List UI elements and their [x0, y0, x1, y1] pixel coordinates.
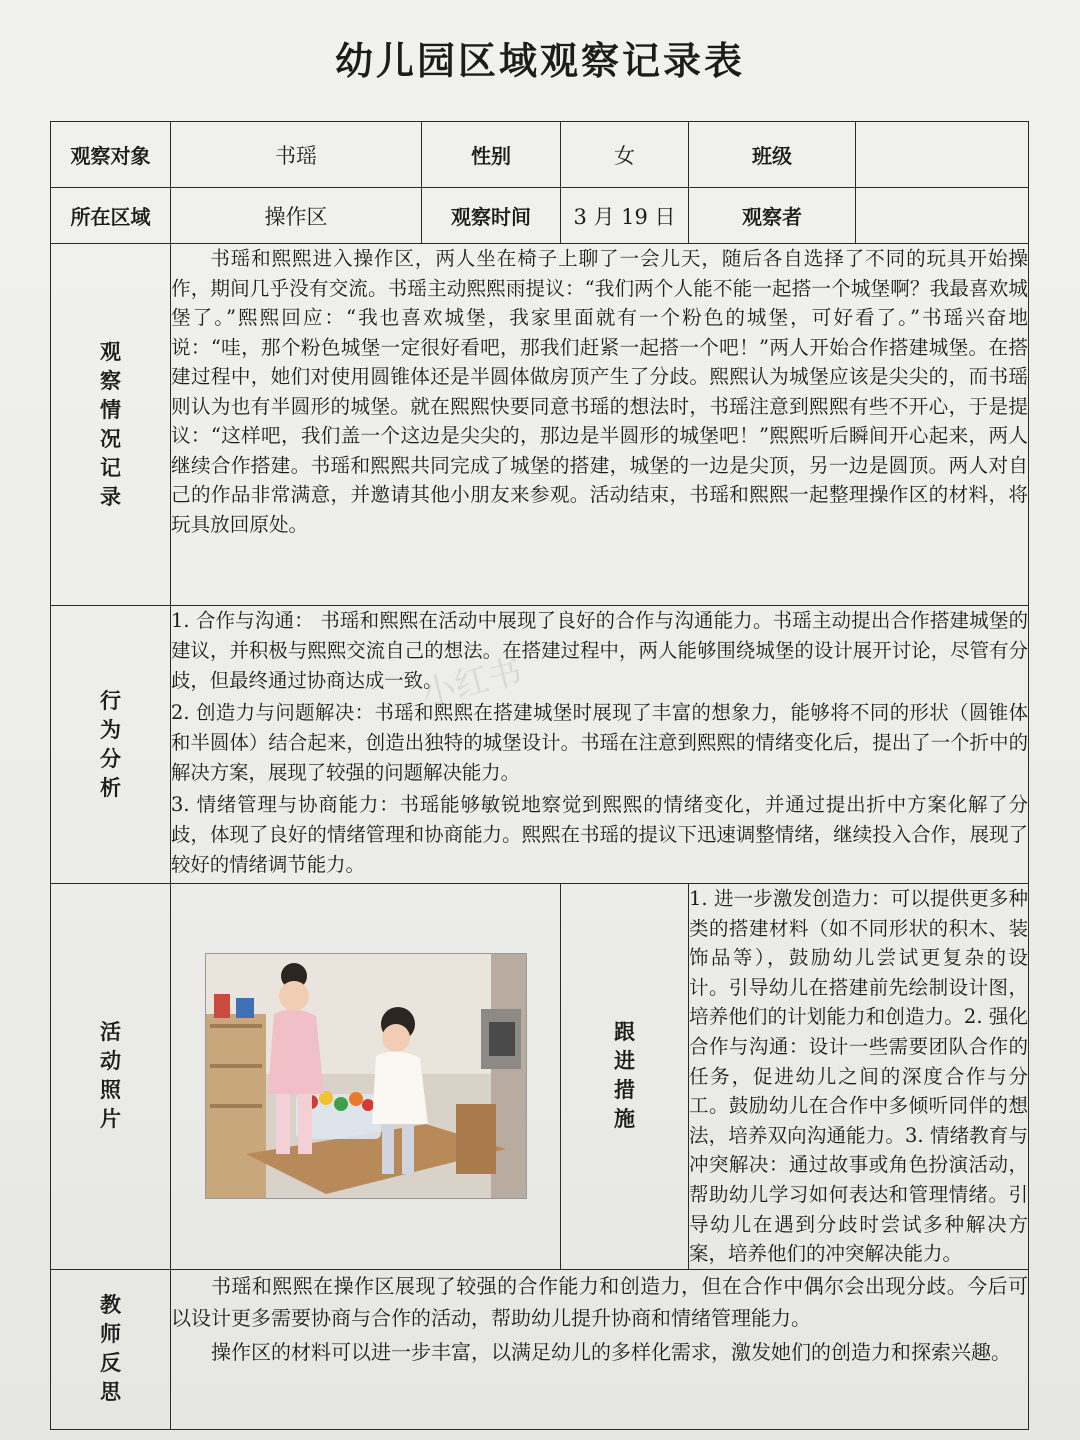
gender-value: 女 — [561, 122, 689, 188]
label-char: 措 — [614, 1078, 635, 1103]
observer-label: 观察者 — [689, 188, 856, 244]
label-char: 录 — [100, 484, 121, 509]
label-char: 照 — [100, 1078, 121, 1103]
activity-photo-label — [51, 884, 171, 1270]
reflection-paragraph: 书瑶和熙熙在操作区展现了较强的合作能力和创造力，但在合作中偶尔会出现分歧。今后可以设计更多需要协商与合作的活动，帮助幼儿提升协商和情绪管理能力。 — [171, 1273, 1028, 1330]
analysis-item: 3. 情绪管理与协商能力：书瑶能够敏锐地察觉到熙熙的情绪变化，并通过提出折中方案化解了分歧，体现了良好的情绪管理和协商能力。熙熙在书瑶的提议下迅速调整情绪，继续投入合作，展现了较好的情绪调节能力。 — [171, 793, 1028, 876]
label-char: 分 — [100, 746, 121, 771]
label-char: 观 — [100, 339, 121, 364]
reflection-content — [171, 1269, 1029, 1429]
analysis-label — [51, 606, 171, 884]
form-row-area — [51, 188, 1029, 244]
label-char: 片 — [100, 1107, 121, 1132]
form-row-basic — [51, 122, 1029, 188]
observation-label — [51, 244, 171, 606]
label-char: 析 — [100, 775, 121, 800]
label-char: 施 — [614, 1107, 635, 1132]
reflection-label — [51, 1269, 171, 1429]
label-char: 行 — [100, 688, 121, 713]
class-label: 班级 — [689, 122, 856, 188]
analysis-item: 2. 创造力与问题解决：书瑶和熙熙在搭建城堡时展现了丰富的想象力，能够将不同的形状（圆锥体和半圆体）结合起来，创造出独特的城堡设计。书瑶在注意到熙熙的情绪变化后，提出了一个折中的解决方案，展现了较强的问题解决能力。 — [171, 701, 1028, 784]
activity-photo-cell — [171, 884, 561, 1270]
label-char: 活 — [100, 1020, 121, 1045]
followup-label — [561, 884, 689, 1270]
observation-content — [171, 244, 1029, 606]
watermark: 小红书 — [417, 651, 527, 715]
label-char: 思 — [100, 1380, 121, 1405]
analysis-content — [171, 606, 1029, 884]
label-char: 动 — [100, 1049, 121, 1074]
label-char: 反 — [100, 1351, 121, 1376]
observer-value — [856, 188, 1029, 244]
children-playing-photo — [206, 954, 526, 1198]
observation-form — [50, 121, 1029, 1430]
label-char: 察 — [100, 368, 121, 393]
class-value — [856, 122, 1029, 188]
time-value: 3 月 19 日 — [561, 188, 689, 244]
time-label: 观察时间 — [422, 188, 561, 244]
reflection-row — [51, 1269, 1029, 1429]
label-char: 况 — [100, 426, 121, 451]
label-char: 跟 — [614, 1020, 635, 1045]
object-value: 书瑶 — [171, 122, 422, 188]
label-char: 为 — [100, 717, 121, 742]
followup-text: 1. 进一步激发创造力：可以提供更多种类的搭建材料（如不同形状的积木、装饰品等），鼓励幼儿尝试更复杂的设计。引导幼儿在搭建前先绘制设计图，培养他们的计划能力和创造力。2. 强化合作与沟通：设计一些需要团队合作的任务，促进幼儿之间的深度合作与分工。鼓励幼儿在合作中多倾听同伴的想法，培养双向沟通能力。3. 情绪教育与冲突解决：通过故事或角色扮演活动，帮助幼儿学习如何表达和管理情绪。引导幼儿在遇到分歧时尝试多种解决方案，培养他们的冲突解决能力。 — [689, 887, 1028, 1266]
gender-label: 性别 — [422, 122, 561, 188]
label-char: 进 — [614, 1049, 635, 1074]
observation-row — [51, 244, 1029, 606]
object-label: 观察对象 — [51, 122, 171, 188]
activity-photo — [205, 953, 527, 1199]
label-char: 情 — [100, 397, 121, 422]
analysis-row — [51, 606, 1029, 884]
label-char: 教 — [100, 1293, 121, 1318]
followup-content — [689, 884, 1029, 1270]
area-label: 所在区域 — [51, 188, 171, 244]
reflection-paragraph: 操作区的材料可以进一步丰富，以满足幼儿的多样化需求，激发她们的创造力和探索兴趣。 — [211, 1339, 1011, 1364]
analysis-item: 1. 合作与沟通： 书瑶和熙熙在活动中展现了良好的合作与沟通能力。书瑶主动提出合作搭建城堡的建议，并积极与熙熙交流自己的想法。在搭建过程中，两人能够围绕城堡的设计展开讨论，尽管有分歧，但最终通过协商达成一致。 — [171, 609, 1028, 692]
page-title: 幼儿园区域观察记录表 — [334, 39, 745, 83]
activity-row — [51, 884, 1029, 1270]
observation-text: 书瑶和熙熙进入操作区，两人坐在椅子上聊了一会儿天，随后各自选择了不同的玩具开始操作，期间几乎没有交流。书瑶主动熙熙雨提议：“我们两个人能不能一起搭一个城堡啊？我最喜欢城堡了。”熙熙回应：“我也喜欢城堡，我家里面就有一个粉色的城堡，可好看了。”书瑶兴奋地说：“哇，那个粉色城堡一定很好看吧，那我们赶紧一起搭一个吧！”两人开始合作搭建城堡。在搭建过程中，她们对使用圆锥体还是半圆体做房顶产生了分歧。熙熙认为城堡应该是尖尖的，而书瑶则认为也有半圆形的城堡。就在熙熙快要同意书瑶的想法时，书瑶注意到熙熙有些不开心，于是提议：“这样吧，我们盖一个这边是尖尖的，那边是半圆形的城堡吧！”熙熙听后瞬间开心起来，两人继续合作搭建。书瑶和熙熙共同完成了城堡的搭建，城堡的一边是尖顶，另一边是圆顶。两人对自己的作品非常满意，并邀请其他小朋友来参观。活动结束，书瑶和熙熙一起整理操作区的材料，将玩具放回原处。 — [171, 247, 1028, 536]
label-char: 师 — [100, 1322, 121, 1347]
label-char: 记 — [100, 455, 121, 480]
area-value: 操作区 — [171, 188, 422, 244]
